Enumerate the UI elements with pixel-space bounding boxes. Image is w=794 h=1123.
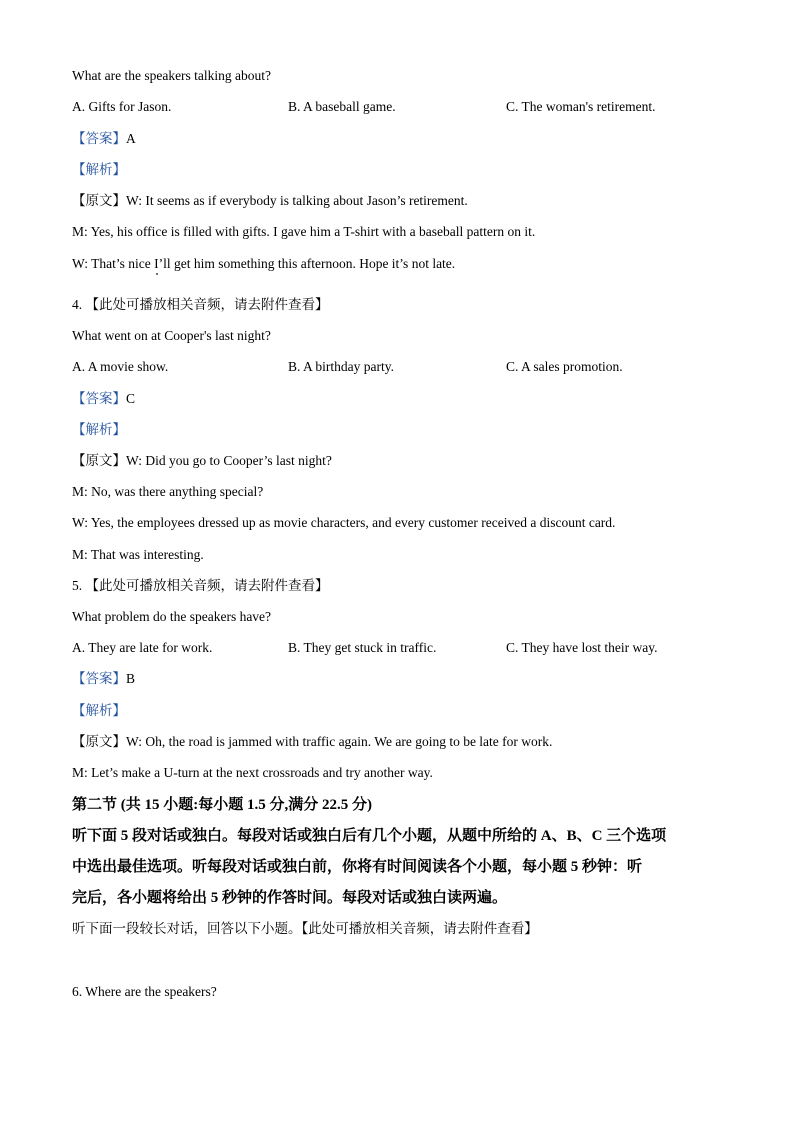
q4-option-a: A. A movie show. xyxy=(72,359,169,374)
q4-analysis-label: 【解析】 xyxy=(72,422,126,437)
q5-option-b: B. They get stuck in traffic. xyxy=(288,640,437,655)
q4-transcript-line-3: W: Yes, the employees dressed up as movie characters, and every customer received a discount card. xyxy=(72,515,616,530)
stray-dot xyxy=(156,273,158,275)
q5-header xyxy=(72,578,329,594)
q4-audio-note[interactable]: 【此处可播放相关音频，请去附件查看】 xyxy=(85,297,329,312)
q3-option-c: C. The woman's retirement. xyxy=(506,99,656,114)
q5-transcript-line-2: M: Let’s make a U-turn at the next crossroads and try another way. xyxy=(72,765,433,780)
q5-option-c: C. They have lost their way. xyxy=(506,640,658,655)
q5-audio-note[interactable]: 【此处可播放相关音频，请去附件查看】 xyxy=(85,578,329,593)
q5-answer xyxy=(72,671,135,687)
q3-answer-value: A xyxy=(126,131,136,146)
q4-option-b: B. A birthday party. xyxy=(288,359,394,374)
section2-instructions-line-2: 中选出最佳选项。听每段对话或独白前，你将有时间阅读各个小题，每小题 5 秒钟：听 xyxy=(72,859,643,875)
q4-answer-label: 【答案】 xyxy=(72,391,126,406)
q3-transcript-line-1: 【原文】W: It seems as if everybody is talking about Jason’s retirement. xyxy=(72,193,468,208)
q3-question: What are the speakers talking about? xyxy=(72,68,272,83)
q4-number: 4. xyxy=(72,297,83,312)
section2-instructions-line-3: 完后，各小题将给出 5 秒钟的作答时间。每段对话或独白读两遍。 xyxy=(72,890,508,906)
q4-answer-value: C xyxy=(126,391,136,406)
q5-option-a: A. They are late for work. xyxy=(72,640,213,655)
q4-transcript-line-1: 【原文】W: Did you go to Cooper’s last night? xyxy=(72,453,332,468)
q4-transcript-line-2: M: No, was there anything special? xyxy=(72,484,264,499)
q5-answer-value: B xyxy=(126,671,136,686)
q5-question: What problem do the speakers have? xyxy=(72,609,272,624)
section2-title: 第二节 (共 15 小题:每小题 1.5 分,满分 22.5 分) xyxy=(72,797,372,813)
q4-header xyxy=(72,297,329,313)
q4-question: What went on at Cooper's last night? xyxy=(72,328,271,343)
q5-transcript-line-1: 【原文】W: Oh, the road is jammed with traffic again. We are going to be late for work. xyxy=(72,734,553,749)
q4-transcript-line-4: M: That was interesting. xyxy=(72,547,204,562)
q3-transcript-line-2: M: Yes, his office is filled with gifts. I gave him a T-shirt with a baseball pattern on it. xyxy=(72,224,536,239)
q4-option-c: C. A sales promotion. xyxy=(506,359,623,374)
q3-analysis-label: 【解析】 xyxy=(72,162,126,177)
q4-answer xyxy=(72,391,135,407)
q3-answer xyxy=(72,131,136,147)
q3-option-a: A. Gifts for Jason. xyxy=(72,99,172,114)
q5-answer-label: 【答案】 xyxy=(72,671,126,686)
section2-long-dialogue-note: 听下面一段较长对话，回答以下小题。【此处可播放相关音频，请去附件查看】 xyxy=(72,921,538,936)
section2-instructions-line-1: 听下面 5 段对话或独白。每段对话或独白后有几个小题，从题中所给的 A、B、C 三个选项 xyxy=(72,828,667,844)
q3-answer-label: 【答案】 xyxy=(72,131,126,146)
q3-option-b: B. A baseball game. xyxy=(288,99,396,114)
q6-question: 6. Where are the speakers? xyxy=(72,984,217,999)
q3-transcript-line-3: W: That’s nice I’ll get him something this afternoon. Hope it’s not late. xyxy=(72,256,456,271)
q5-analysis-label: 【解析】 xyxy=(72,703,126,718)
q5-number: 5. xyxy=(72,578,83,593)
